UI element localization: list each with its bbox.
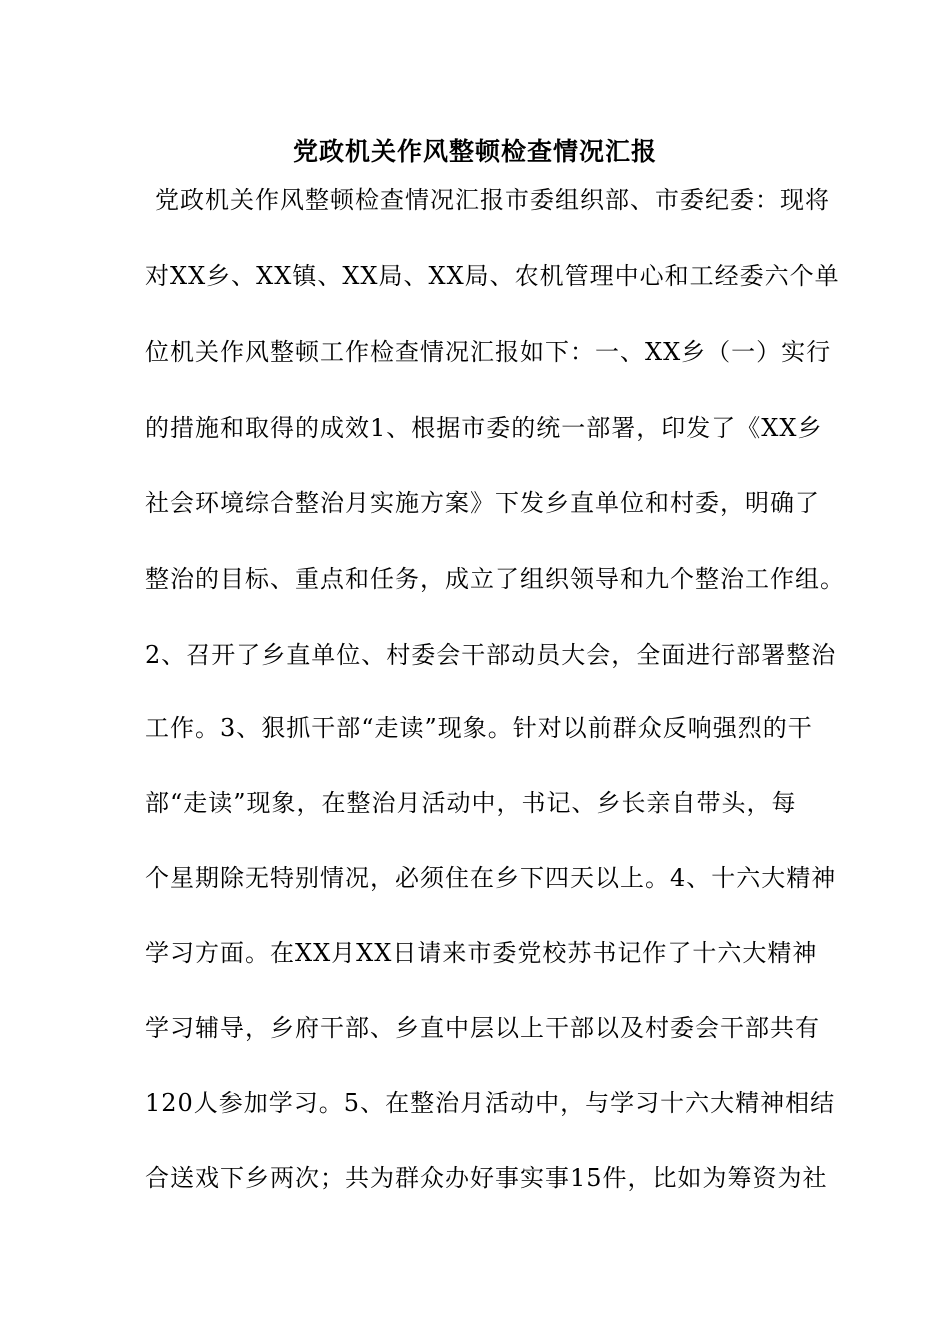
document-title: 党政机关作风整顿检查情况汇报 bbox=[292, 137, 657, 166]
body-line: 党政机关作风整顿检查情况汇报市委组织部、市委纪委：现将 bbox=[155, 186, 830, 214]
body-line: 个星期除无特别情况，必须住在乡下四天以上。4、十六大精神 bbox=[145, 864, 837, 892]
body-line: 工作。3、狠抓干部“走读”现象。针对以前群众反响强烈的干 bbox=[145, 714, 813, 742]
body-line: 2、召开了乡直单位、村委会干部动员大会，全面进行部署整治 bbox=[145, 641, 837, 669]
body-line: 社会环境综合整治月实施方案》下发乡直单位和村委，明确了 bbox=[145, 489, 820, 517]
body-line: 整治的目标、重点和任务，成立了组织领导和九个整治工作组。 bbox=[145, 565, 845, 593]
body-line: 对XX乡、XX镇、XX局、XX局、农机管理中心和工经委六个单 bbox=[145, 262, 840, 290]
body-line: 120人参加学习。5、在整治月活动中，与学习十六大精神相结 bbox=[145, 1089, 836, 1117]
body-line: 部“走读”现象，在整治月活动中，书记、乡长亲自带头，每 bbox=[145, 789, 797, 817]
body-line: 位机关作风整顿工作检查情况汇报如下：一、XX乡（一）实行 bbox=[145, 338, 832, 366]
body-line: 合送戏下乡两次；共为群众办好事实事15件，比如为筹资为社 bbox=[145, 1164, 828, 1192]
body-line: 学习辅导，乡府干部、乡直中层以上干部以及村委会干部共有 bbox=[145, 1014, 820, 1042]
body-line: 的措施和取得的成效1、根据市委的统一部署，印发了《XX乡 bbox=[145, 414, 823, 442]
body-line: 学习方面。在XX月XX日请来市委党校苏书记作了十六大精神 bbox=[145, 939, 818, 967]
